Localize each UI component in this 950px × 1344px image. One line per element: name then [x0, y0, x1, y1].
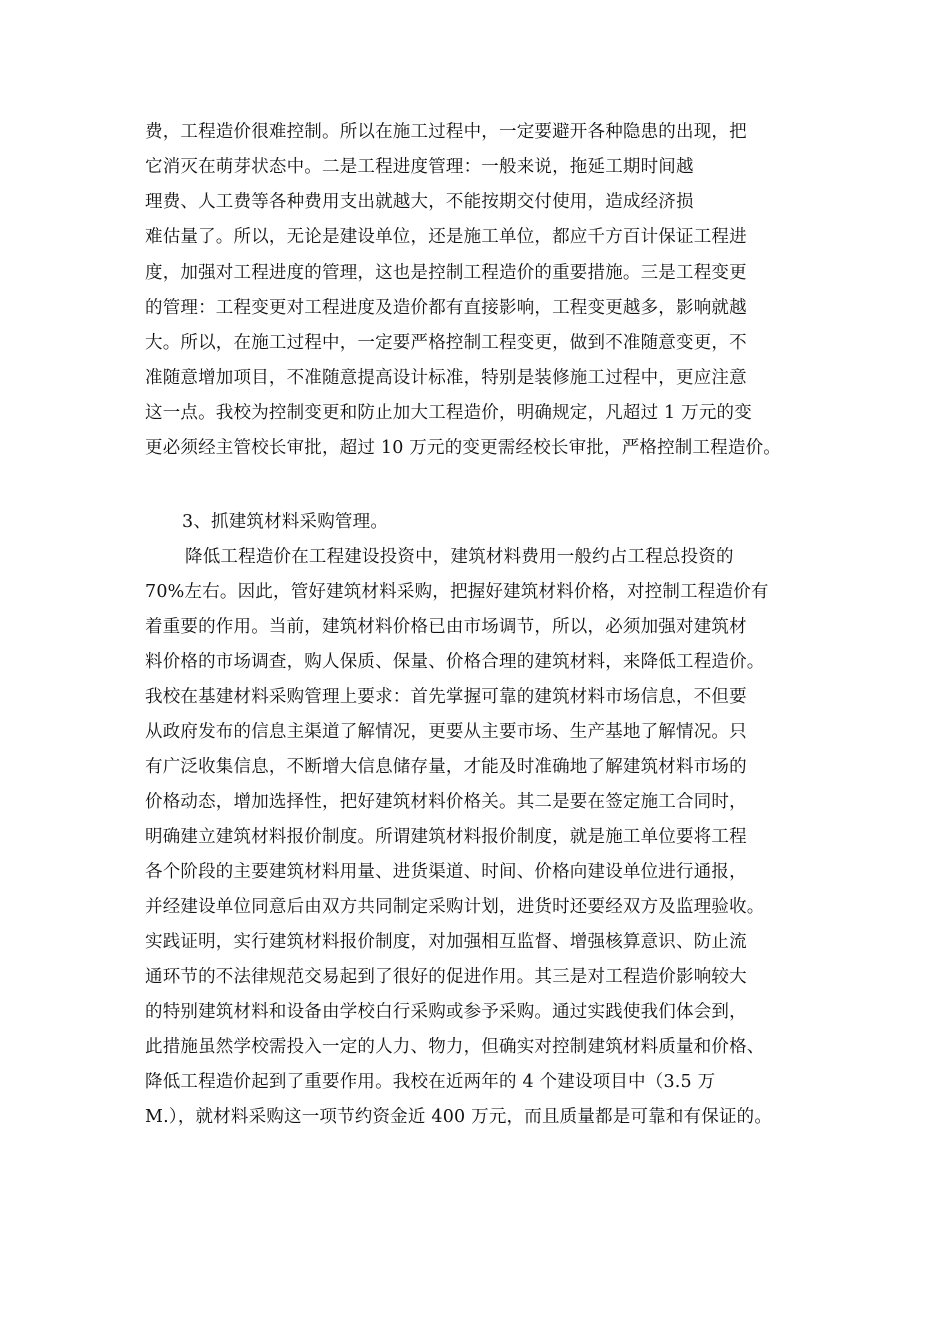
text-line: 的特别建筑材料和设备由学校白行采购或参予采购。通过实践使我们体会到，	[145, 1002, 747, 1022]
text-line: 的管理：工程变更对工程进度及造价都有直接影响，工程变更越多，影响就越	[145, 298, 747, 318]
text-line: 实践证明，实行建筑材料报价制度，对加强相互监督、增强核算意识、防止流	[145, 932, 747, 952]
text-line: 准随意增加项目，不准随意提高设计标准，特别是装修施工过程中，更应注意	[145, 368, 747, 388]
text-line: 这一点。我校为控制变更和防止加大工程造价，明确规定，凡超过 1 万元的变	[145, 403, 752, 423]
text-line: 各个阶段的主要建筑材料用量、进货渠道、时间、价格向建设单位进行通报，	[145, 862, 747, 882]
text-line: 降低工程造价起到了重要作用。我校在近两年的 4 个建设项目中（3.5 万	[145, 1072, 716, 1092]
text-line: 通环节的不法律规范交易起到了很好的促进作用。其三是对工程造价影响较大	[145, 967, 747, 987]
text-line: 费，工程造价很难控制。所以在施工过程中，一定要避开各种隐患的出现，把	[145, 122, 747, 142]
text-line: 价格动态，增加选择性，把好建筑材料价格关。其二是要在签定施工合同时，	[145, 792, 747, 812]
text-line: M.），就材料采购这一项节约资金近 400 万元，而且质量都是可靠和有保证的。	[145, 1107, 773, 1127]
text-line: 它消灭在萌芽状态中。二是工程进度管理：一般来说，拖延工期时间越	[145, 157, 694, 177]
text-line: 明确建立建筑材料报价制度。所谓建筑材料报价制度，就是施工单位要将工程	[145, 827, 747, 847]
section-heading: 3、抓建筑材料采购管理。	[182, 512, 389, 532]
text-line: 大。所以，在施工过程中，一定要严格控制工程变更，做到不准随意变更，不	[145, 333, 747, 353]
text-line: 降低工程造价在工程建设投资中，建筑材料费用一般约占工程总投资的	[185, 547, 734, 567]
text-line: 从政府发布的信息主渠道了解情况，更要从主要市场、生产基地了解情况。只	[145, 722, 747, 742]
text-line: 难估量了。所以，无论是建设单位，还是施工单位，都应千方百计保证工程进	[145, 227, 747, 247]
text-line: 此措施虽然学校需投入一定的人力、物力，但确实对控制建筑材料质量和价格、	[145, 1037, 765, 1057]
text-line: 我校在基建材料采购管理上要求：首先掌握可靠的建筑材料市场信息，不但要	[145, 687, 747, 707]
text-line: 着重要的作用。当前，建筑材料价格已由市场调节，所以，必须加强对建筑材	[145, 617, 747, 637]
text-line: 度，加强对工程进度的管理，这也是控制工程造价的重要措施。三是工程变更	[145, 263, 747, 283]
text-line: 70%左右。因此，管好建筑材料采购，把握好建筑材料价格，对控制工程造价有	[145, 582, 769, 602]
text-line: 料价格的市场调查，购人保质、保量、价格合理的建筑材料，来降低工程造价。	[145, 652, 765, 672]
text-line: 更必须经主管校长审批，超过 10 万元的变更需经校长审批，严格控制工程造价。	[145, 438, 781, 458]
text-line: 有广泛收集信息，不断增大信息储存量，才能及时准确地了解建筑材料市场的	[145, 757, 747, 777]
text-line: 并经建设单位同意后由双方共同制定采购计划，进货时还要经双方及监理验收。	[145, 897, 765, 917]
text-line: 理费、人工费等各种费用支出就越大，不能按期交付使用，造成经济损	[145, 192, 694, 212]
